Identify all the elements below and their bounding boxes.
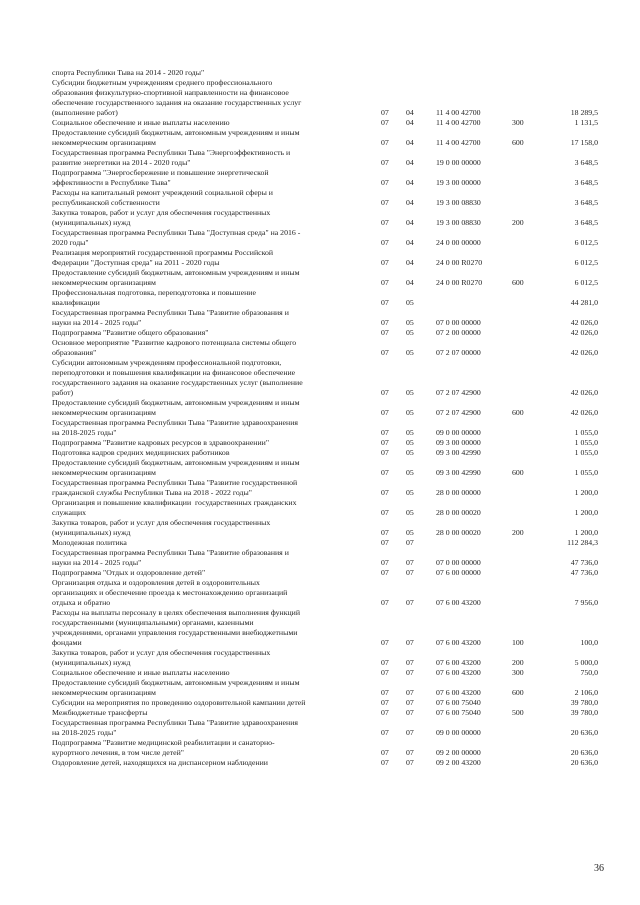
target-article-code: 09 0 00 00000 [436,728,481,737]
target-article-code: 28 0 00 00020 [436,508,481,517]
subsection-code: 07 [406,728,414,737]
row-description: Подпрограмма "Развитие общего образования" [52,328,209,337]
table-row [0,668,640,678]
section-code: 07 [381,388,389,397]
row-description: Предоставление субсидий бюджетным, автономным учреждениям и иным некоммерческим организациям [52,268,300,287]
row-description: Подпрограмма "Отдых и оздоровление детей" [52,568,206,577]
section-code: 07 [381,658,389,667]
expense-type-code: 100 [512,638,524,647]
row-description: Социальное обеспечение и иные выплаты населению [52,668,230,677]
amount: 1 131,5 [574,118,598,127]
target-article-code: 07 6 00 75040 [436,708,481,717]
amount: 1 055,0 [574,438,598,447]
table-row [0,758,640,768]
target-article-code: 09 0 00 00000 [436,428,481,437]
subsection-code: 05 [406,298,414,307]
table-row [0,118,640,128]
table-row [0,248,640,268]
section-code: 07 [381,348,389,357]
section-code: 07 [381,278,389,287]
section-code: 07 [381,448,389,457]
section-code: 07 [381,238,389,247]
section-code: 07 [381,598,389,607]
section-code: 07 [381,728,389,737]
subsection-code: 05 [406,488,414,497]
row-description: Предоставление субсидий бюджетным, автономным учреждениям и иным некоммерческим организациям [52,128,300,147]
table-row [0,708,640,718]
target-article-code: 28 0 00 00000 [436,488,481,497]
row-description: Государственная программа Республики Тыва "Развитие образования и науки на 2014 - 2025 годы" [52,548,289,567]
table-row [0,308,640,328]
target-article-code: 07 6 00 43200 [436,668,481,677]
table-row [0,548,640,568]
subsection-code: 07 [406,688,414,697]
row-description: Расходы на выплаты персоналу в целях обеспечения выполнения функций государственными (муниципальными) органами, казенными учреждениями, органами управления государственными внебюджетными фондами [52,608,301,647]
target-article-code: 19 3 00 00000 [436,178,481,187]
section-code: 07 [381,508,389,517]
amount: 6 012,5 [574,238,598,247]
subsection-code: 07 [406,708,414,717]
amount: 42 026,0 [570,348,598,357]
expense-type-code: 600 [512,408,524,417]
amount: 1 200,0 [574,488,598,497]
table-row [0,208,640,228]
section-code: 07 [381,198,389,207]
target-article-code: 09 3 00 00000 [436,438,481,447]
target-article-code: 07 6 00 43200 [436,658,481,667]
expense-type-code: 500 [512,708,524,717]
table-row [0,148,640,168]
row-description: Подготовка кадров средних медицинских работников [52,448,230,457]
table-row [0,438,640,448]
section-code: 07 [381,688,389,697]
table-row [0,518,640,538]
section-code: 07 [381,468,389,477]
table-row [0,718,640,738]
section-code: 07 [381,758,389,767]
expense-type-code: 200 [512,658,524,667]
subsection-code: 05 [406,448,414,457]
section-code: 07 [381,748,389,757]
target-article-code: 24 0 00 R0270 [436,278,483,287]
section-code: 07 [381,668,389,677]
section-code: 07 [381,298,389,307]
subsection-code: 04 [406,138,414,147]
table-row [0,678,640,698]
subsection-code: 04 [406,198,414,207]
target-article-code: 07 2 07 42900 [436,408,481,417]
target-article-code: 07 2 07 00000 [436,348,481,357]
table-row [0,128,640,148]
section-code: 07 [381,538,389,547]
target-article-code: 07 0 00 00000 [436,558,481,567]
target-article-code: 09 2 00 00000 [436,748,481,757]
subsection-code: 04 [406,258,414,267]
row-description: Государственная программа Республики Тыва "Доступная среда" на 2016 - 2020 годы" [52,228,301,247]
table-row [0,498,640,518]
row-description: Государственная программа Республики Тыва "Энергоэффективность и развитие энергетики на 2014 - 2020 годы" [52,148,291,167]
table-row [0,168,640,188]
section-code: 07 [381,328,389,337]
target-article-code: 07 6 00 75040 [436,698,481,707]
amount: 3 648,5 [574,178,598,187]
subsection-code: 07 [406,668,414,677]
row-description: Оздоровление детей, находящихся на диспансерном наблюдении [52,758,268,767]
row-description: Межбюджетные трансферты [52,708,148,717]
row-description: Закупка товаров, работ и услуг для обеспечения государственных (муниципальных) нужд [52,648,271,667]
table-row [0,698,640,708]
section-code: 07 [381,698,389,707]
row-description: спорта Республики Тыва на 2014 - 2020 годы" [52,68,205,77]
target-article-code: 07 6 00 43200 [436,638,481,647]
section-code: 07 [381,638,389,647]
amount: 1 200,0 [574,508,598,517]
amount: 17 158,0 [570,138,598,147]
amount: 2 106,0 [574,688,598,697]
subsection-code: 05 [406,348,414,357]
target-article-code: 19 3 00 08830 [436,198,481,207]
table-row [0,398,640,418]
target-article-code: 09 3 00 42990 [436,448,481,457]
table-row [0,568,640,578]
row-description: Организация и повышение квалификации государственных гражданских служащих [52,498,297,517]
subsection-code: 05 [406,408,414,417]
subsection-code: 07 [406,598,414,607]
amount: 1 055,0 [574,468,598,477]
table-row [0,538,640,548]
section-code: 07 [381,258,389,267]
subsection-code: 07 [406,748,414,757]
subsection-code: 05 [406,318,414,327]
section-code: 07 [381,428,389,437]
amount: 100,0 [580,638,598,647]
amount: 47 736,0 [570,558,598,567]
section-code: 07 [381,568,389,577]
subsection-code: 05 [406,508,414,517]
amount: 112 284,3 [567,538,598,547]
expense-type-code: 600 [512,278,524,287]
subsection-code: 05 [406,428,414,437]
row-description: Подпрограмма "Развитие кадровых ресурсов в здравоохранении" [52,438,270,447]
subsection-code: 05 [406,388,414,397]
amount: 1 200,0 [574,528,598,537]
target-article-code: 24 0 00 R0270 [436,258,483,267]
row-description: Субсидии бюджетным учреждениям среднего профессионального образования физкультурно-спортивной направленности на финансовое обеспечение государственного задания на оказание государственных услуг (выполнение работ) [52,78,302,117]
table-row [0,268,640,288]
table-row [0,478,640,498]
expense-type-code: 300 [512,668,524,677]
section-code: 07 [381,118,389,127]
amount: 1 055,0 [574,448,598,457]
section-code: 07 [381,218,389,227]
subsection-code: 05 [406,528,414,537]
section-code: 07 [381,158,389,167]
subsection-code: 07 [406,698,414,707]
table-row [0,188,640,208]
amount: 3 648,5 [574,158,598,167]
amount: 6 012,5 [574,278,598,287]
row-description: Государственная программа Республики Тыва "Развитие здравоохранения на 2018-2025 годы" [52,718,298,737]
section-code: 07 [381,408,389,417]
table-row [0,738,640,758]
row-description: Закупка товаров, работ и услуг для обеспечения государственных (муниципальных) нужд [52,518,271,537]
target-article-code: 19 3 00 08830 [436,218,481,227]
table-row [0,288,640,308]
subsection-code: 05 [406,438,414,447]
table-row [0,78,640,118]
target-article-code: 09 3 00 42990 [436,468,481,477]
table-row [0,458,640,478]
table-row [0,328,640,338]
section-code: 07 [381,178,389,187]
expense-type-code: 200 [512,528,524,537]
target-article-code: 11 4 00 42700 [436,118,481,127]
amount: 39 780,0 [570,708,598,717]
table-row [0,68,640,78]
expense-type-code: 300 [512,118,524,127]
target-article-code: 07 0 00 00000 [436,318,481,327]
target-article-code: 19 0 00 00000 [436,158,481,167]
row-description: Молодежная политика [52,538,127,547]
row-description: Подпрограмма "Энергосбережение и повышение энергетической эффективности в Республике Тыва" [52,168,269,187]
amount: 18 289,5 [570,108,598,117]
amount: 20 636,0 [570,728,598,737]
row-description: Закупка товаров, работ и услуг для обеспечения государственных (муниципальных) нужд [52,208,271,227]
table-row [0,448,640,458]
target-article-code: 07 6 00 00000 [436,568,481,577]
subsection-code: 07 [406,758,414,767]
target-article-code: 28 0 00 00020 [436,528,481,537]
section-code: 07 [381,318,389,327]
row-description: Государственная программа Республики Тыва "Развитие образования и науки на 2014 - 2025 годы" [52,308,289,327]
subsection-code: 07 [406,568,414,577]
table-row [0,648,640,668]
amount: 20 636,0 [570,748,598,757]
amount: 42 026,0 [570,408,598,417]
subsection-code: 04 [406,178,414,187]
target-article-code: 09 2 00 43200 [436,758,481,767]
section-code: 07 [381,558,389,567]
subsection-code: 04 [406,118,414,127]
row-description: Подпрограмма "Развитие медицинской реабилитации и санаторно- курортного лечения, в том числе детей" [52,738,275,757]
amount: 3 648,5 [574,218,598,227]
subsection-code: 07 [406,538,414,547]
page-number: 36 [594,863,604,874]
row-description: Предоставление субсидий бюджетным, автономным учреждениям и иным некоммерческим организациям [52,458,300,477]
amount: 42 026,0 [570,318,598,327]
subsection-code: 04 [406,158,414,167]
amount: 39 780,0 [570,698,598,707]
amount: 3 648,5 [574,198,598,207]
subsection-code: 04 [406,108,414,117]
section-code: 07 [381,528,389,537]
target-article-code: 11 4 00 42700 [436,138,481,147]
expense-type-code: 600 [512,688,524,697]
subsection-code: 07 [406,658,414,667]
target-article-code: 07 6 00 43200 [436,598,481,607]
subsection-code: 07 [406,558,414,567]
section-code: 07 [381,708,389,717]
subsection-code: 05 [406,468,414,477]
amount: 6 012,5 [574,258,598,267]
table-row [0,578,640,608]
section-code: 07 [381,488,389,497]
amount: 47 736,0 [570,568,598,577]
target-article-code: 07 2 07 42900 [436,388,481,397]
row-description: Расходы на капитальный ремонт учреждений социальной сферы и республиканской собственности [52,188,273,207]
expense-type-code: 200 [512,218,524,227]
target-article-code: 07 2 00 00000 [436,328,481,337]
row-description: Предоставление субсидий бюджетным, автономным учреждениям и иным некоммерческим организациям [52,678,300,697]
amount: 42 026,0 [570,328,598,337]
table-row [0,418,640,438]
amount: 1 055,0 [574,428,598,437]
amount: 5 000,0 [574,658,598,667]
row-description: Социальное обеспечение и иные выплаты населению [52,118,230,127]
row-description: Предоставление субсидий бюджетным, автономным учреждениям и иным некоммерческим организациям [52,398,300,417]
table-row [0,358,640,398]
amount: 42 026,0 [570,388,598,397]
subsection-code: 04 [406,238,414,247]
amount: 7 956,0 [574,598,598,607]
table-row [0,608,640,648]
amount: 20 636,0 [570,758,598,767]
target-article-code: 07 6 00 43200 [436,688,481,697]
target-article-code: 24 0 00 00000 [436,238,481,247]
subsection-code: 04 [406,218,414,227]
subsection-code: 04 [406,278,414,287]
subsection-code: 07 [406,638,414,647]
table-row [0,338,640,358]
target-article-code: 11 4 00 42700 [436,108,481,117]
section-code: 07 [381,108,389,117]
row-description: Реализация мероприятий государственной программы Российской Федерации "Доступная среда" на 2011 - 2020 годы [52,248,274,267]
section-code: 07 [381,438,389,447]
row-description: Профессиональная подготовка, переподготовка и повышение квалификации [52,288,256,307]
row-description: Основное мероприятие "Развитие кадрового потенциала системы общего образования" [52,338,297,357]
row-description: Субсидии автономным учреждениям профессиональной подготовки, переподготовки и повышения квалификации на финансовое обеспечение государственного задания на оказание государственных услуг (выполнение работ) [52,358,303,397]
amount: 750,0 [580,668,598,677]
row-description: Организация отдыха и оздоровления детей в оздоровительных организациях и обеспечение проезда к местонахождению организаций отдыха и обратно [52,578,288,607]
expense-type-code: 600 [512,138,524,147]
table-row [0,228,640,248]
expense-type-code: 600 [512,468,524,477]
subsection-code: 05 [406,328,414,337]
amount: 44 281,0 [570,298,598,307]
row-description: Субсидии на мероприятия по проведению оздоровительной кампании детей [52,698,306,707]
section-code: 07 [381,138,389,147]
row-description: Государственная программа Республики Тыва "Развитие здравоохранения на 2018-2025 годы" [52,418,298,437]
row-description: Государственная программа Республики Тыва "Развитие государственной гражданской службы Республики Тыва на 2018 - 2022 годы" [52,478,298,497]
